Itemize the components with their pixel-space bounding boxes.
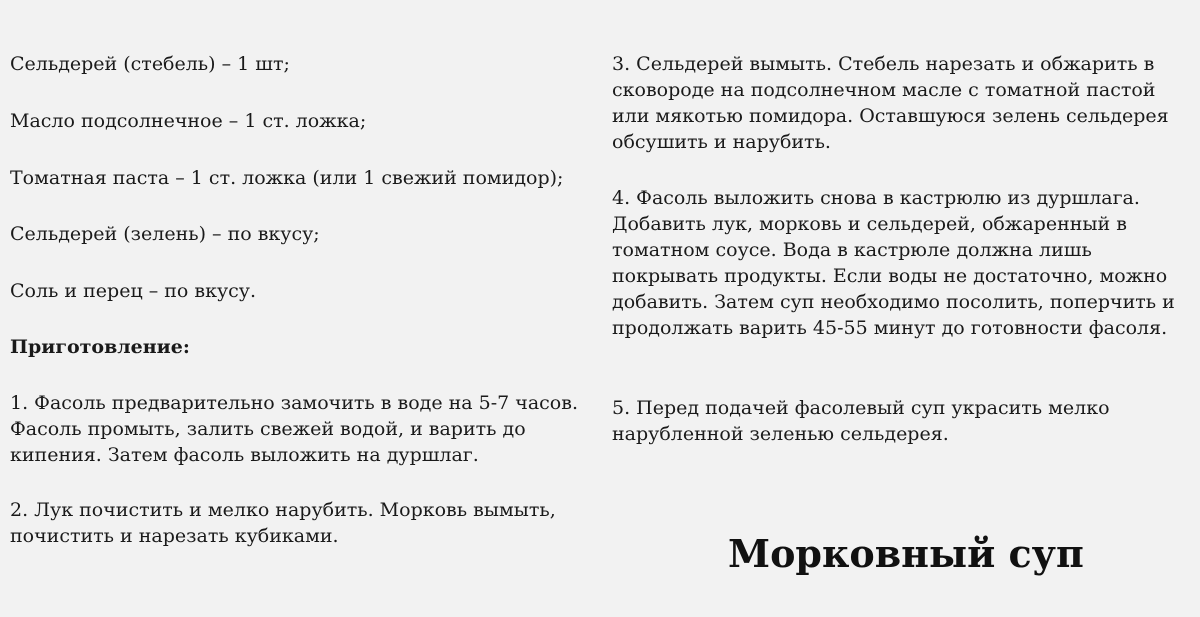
ingredient-salt-pepper: Соль и перец – по вкусу. [10,280,256,302]
step-3: 3. Сельдерей вымыть. Стебель нарезать и обжарить в сковороде на подсолнечном масле с томатной пастой или мякотью помидора. Оставшуюся зелень сельдерея обсушить и нарубить. [612,53,1169,153]
ingredient-celery-stalk: Сельдерей (стебель) – 1 шт; [10,53,290,75]
ingredient-sunflower-oil: Масло подсолнечное – 1 ст. ложка; [10,110,367,132]
step-2: 2. Лук почистить и мелко нарубить. Морковь вымыть, почистить и нарезать кубиками. [10,499,556,547]
step-1: 1. Фасоль предварительно замочить в воде на 5-7 часов. Фасоль промыть, залить свежей водой, и варить до кипения. Затем фасоль выложить на дуршлаг. [10,392,578,466]
ingredient-celery-greens: Сельдерей (зелень) – по вкусу; [10,223,320,245]
step-4: 4. Фасоль выложить снова в кастрюлю из дуршлага. Добавить лук, морковь и сельдерей, обжаренный в томатном соусе. Вода в кастрюле должна лишь покрывать продукты. Если воды не достаточно, можно добавить. Затем суп необходимо посолить, поперчить и продолжать варить 45-55 минут до готовности фасоля. [612,187,1175,339]
step-5: 5. Перед подачей фасолевый суп украсить мелко нарубленной зеленью сельдерея. [612,397,1110,445]
ingredient-tomato-paste: Томатная паста – 1 ст. ложка (или 1 свежий помидор); [10,167,564,189]
preparation-heading: Приготовление: [10,336,190,358]
next-recipe-title: Морковный суп [728,531,1084,576]
